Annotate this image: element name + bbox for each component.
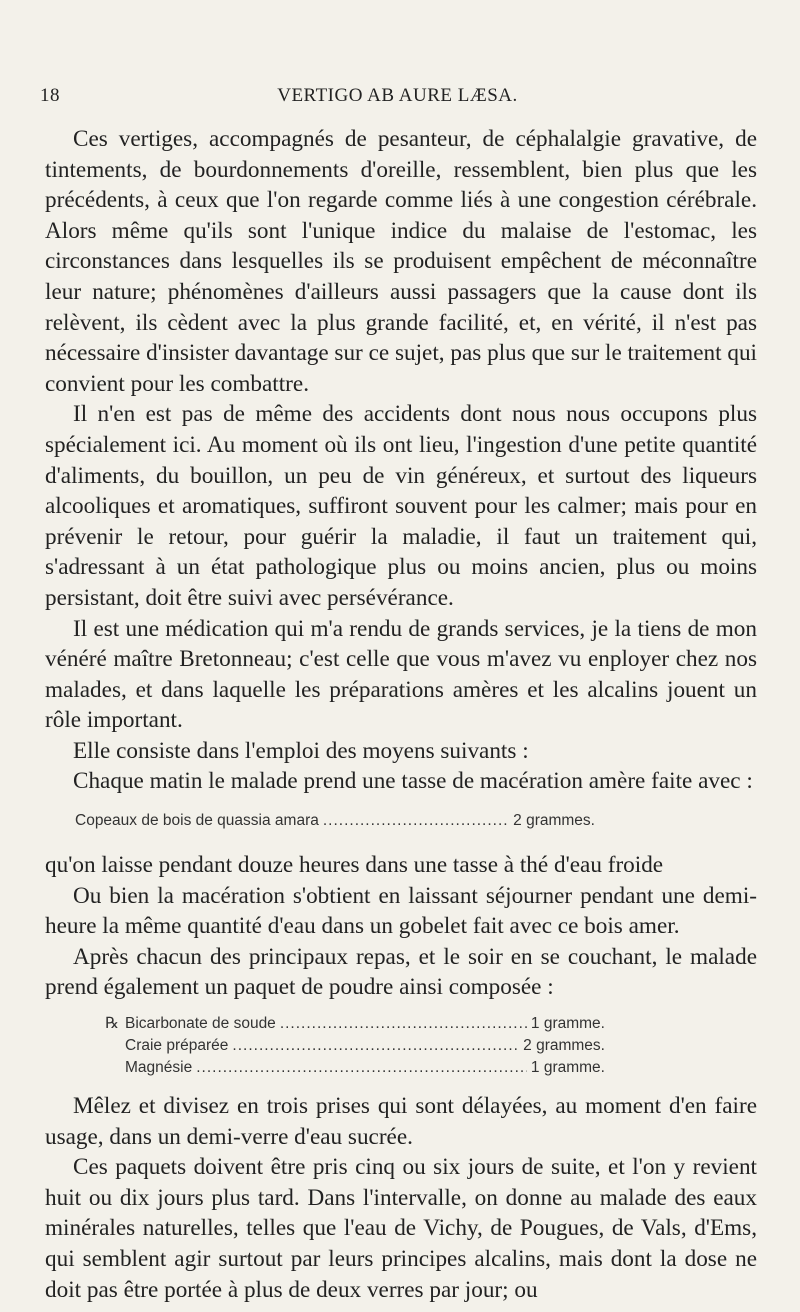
- paragraph: Il est une médication qui m'a rendu de grands services, je la tiens de mon vénéré maître Bretonneau; c'est celle que vous m'avez vu enployer chez nos malades, et dans laquelle les préparations amères et les alcalins jouent un rôle important.: [45, 615, 757, 734]
- leader-dots: [280, 1013, 527, 1035]
- recipe-quantity: 1 gramme.: [530, 1015, 605, 1033]
- recipe-line: [75, 810, 595, 832]
- leader-dots: [196, 1057, 527, 1079]
- recipe-item: Magnésie: [125, 1059, 193, 1077]
- leader-dots: [323, 810, 509, 832]
- recipe-item: Copeaux de bois de quassia amara: [75, 812, 319, 830]
- paragraph: Chaque matin le malade prend une tasse de macération amère faite avec :: [73, 768, 753, 795]
- recipe-quantity: 1 gramme.: [530, 1059, 605, 1077]
- page-header: [40, 85, 755, 107]
- recipe-line: [105, 1013, 605, 1035]
- recipe-quassia: [75, 810, 595, 832]
- rx-symbol: ℞: [105, 1015, 119, 1033]
- paragraph: Il n'en est pas de même des accidents dont nous nous occupons plus spécialement ici. Au moment où ils ont lieu, l'ingestion d'une petite quantité d'aliments, du bouillon, un peu de vin généreux, et surtout des liqueurs alcooliques et aromatiques, suffiront souvent pour les calmer; mais pour en prévenir le retour, pour guérir la maladie, il faut un traitement qui, s'adressant à un état pathologique plus ou moins ancien, plus ou moins persistant, doit être suivi avec persévérance.: [45, 401, 757, 611]
- page-body: [45, 124, 757, 1305]
- paragraph: Ou bien la macération s'obtient en laissant séjourner pendant une demi-heure la même quantité d'eau dans un gobelet fait avec ce bois amer.: [45, 882, 757, 940]
- paragraph: Ces paquets doivent être pris cinq ou six jours de suite, et l'on y revient huit ou dix jours plus tard. Dans l'intervalle, on donne au malade des eaux minérales naturelles, telles que l'eau de Vichy, de Pougues, de Vals, d'Ems, qui semblent agir surtout par leurs principes alcalins, mais dont la dose ne doit pas être portée à plus de deux verres par jour; ou: [45, 1154, 757, 1303]
- recipe-item: Craie préparée: [125, 1037, 229, 1055]
- paragraph: Elle consiste dans l'emploi des moyens suivants :: [73, 737, 529, 764]
- paragraph: Ces vertiges, accompagnés de pesanteur, de céphalalgie gravative, de tintements, de bourdonnements d'oreille, ressemblent, bien plus que les précédents, à ceux que l'on regarde comme liés à une congestion cérébrale. Alors même qu'ils sont l'unique indice du malaise de l'estomac, les circonstances dans lesquelles ils se produisent empêchent de méconnaître leur nature; phénomènes d'ailleurs aussi passagers que la cause dont ils relèvent, ils cèdent avec la plus grande facilité, et, en vérité, il n'est pas nécessaire d'insister davantage sur ce sujet, pas plus que sur le traitement qui convient pour les combattre.: [45, 126, 757, 397]
- recipe-line: [125, 1057, 605, 1079]
- recipe-powder: [105, 1013, 605, 1079]
- recipe-item: Bicarbonate de soude: [125, 1015, 276, 1033]
- leader-dots: [232, 1035, 519, 1057]
- running-title: VERTIGO AB AURE LÆSA.: [277, 85, 518, 106]
- recipe-line: [125, 1035, 605, 1057]
- paragraph: Après chacun des principaux repas, et le soir en se couchant, le malade prend également un paquet de poudre ainsi composée :: [45, 943, 757, 1001]
- recipe-quantity: 2 grammes.: [513, 812, 595, 830]
- paragraph: Mêlez et divisez en trois prises qui sont délayées, au moment d'en faire usage, dans un demi-verre d'eau sucrée.: [45, 1093, 757, 1150]
- page-number: 18: [40, 85, 60, 106]
- paragraph: qu'on laisse pendant douze heures dans une tasse à thé d'eau froide: [45, 852, 664, 879]
- recipe-quantity: 2 grammes.: [523, 1037, 605, 1055]
